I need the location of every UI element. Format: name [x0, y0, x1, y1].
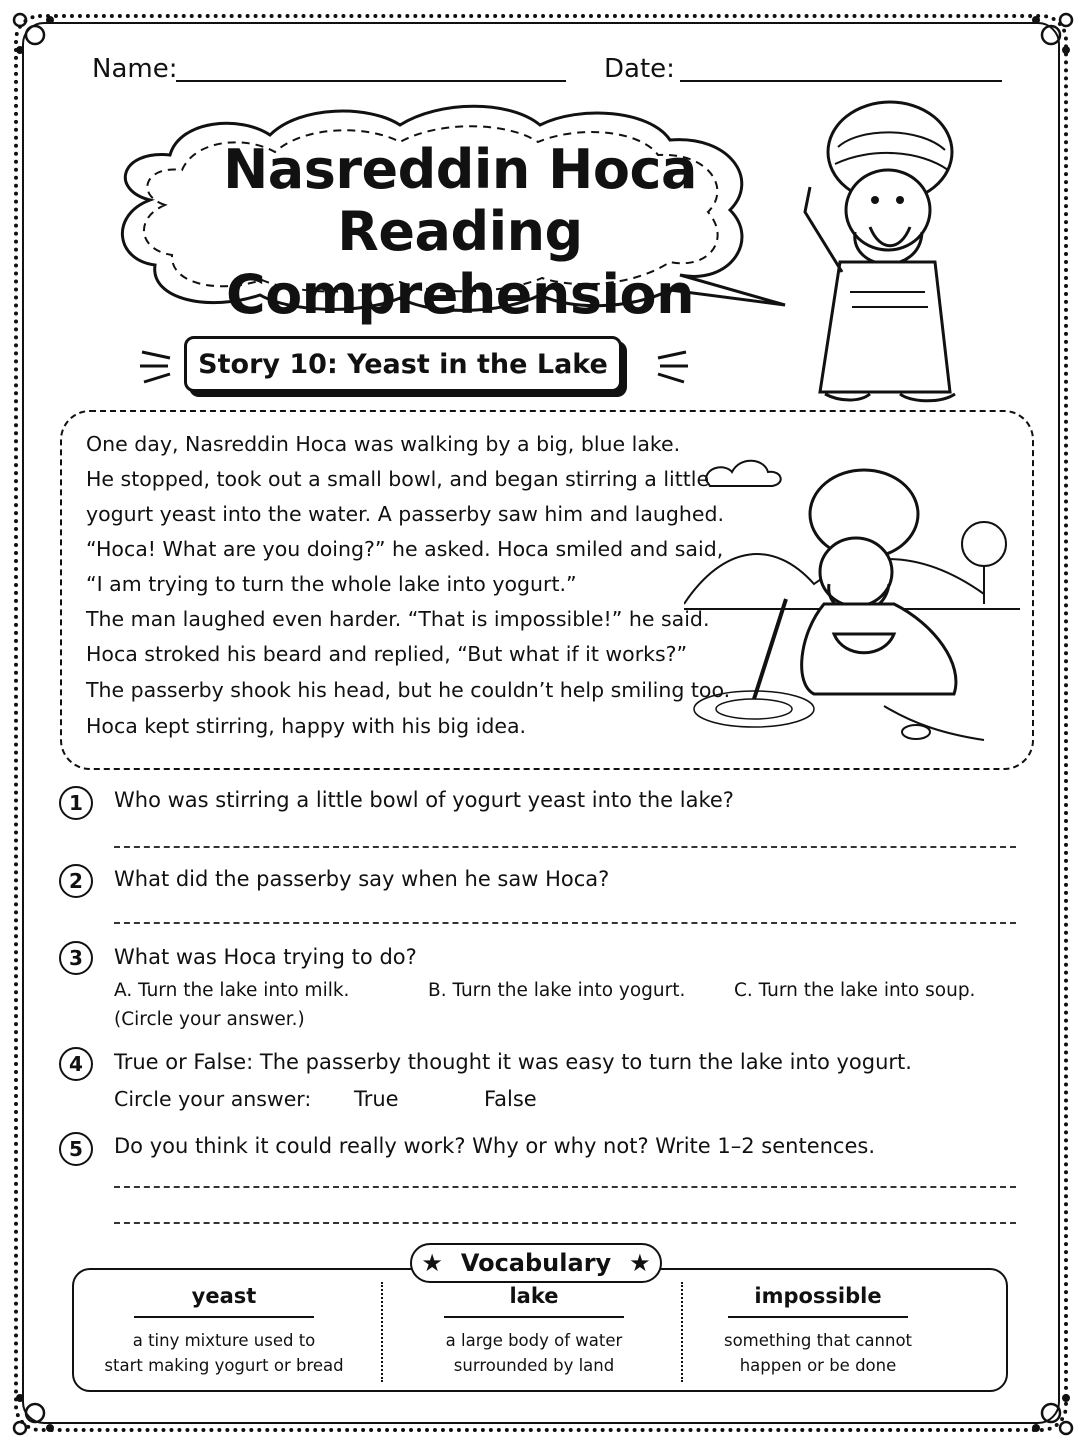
- vocab-divider: [381, 1282, 383, 1382]
- true-option[interactable]: True: [354, 1087, 399, 1111]
- story-line: yogurt yeast into the water. A passerby saw him and laughed.: [86, 502, 725, 526]
- choice-option-c[interactable]: C. Turn the lake into soup.: [734, 980, 976, 1001]
- circle-answer-note: (Circle your answer.): [114, 1009, 305, 1030]
- story-line: The passerby shook his head, but he couldn’t help smiling too.: [86, 678, 731, 702]
- question-text: True or False: The passerby thought it was easy to turn the lake into yogurt.: [114, 1050, 912, 1074]
- question-number-badge: 5: [59, 1132, 93, 1166]
- vocab-entry: [74, 1280, 374, 1378]
- name-label: Name:: [92, 54, 178, 84]
- vocab-word: yeast: [191, 1284, 257, 1308]
- vocab-definition: start making yogurt or bread: [104, 1356, 344, 1375]
- answer-line[interactable]: [114, 922, 1016, 924]
- circle-answer-prompt: Circle your answer:: [114, 1087, 312, 1111]
- question-number-badge: 4: [59, 1047, 93, 1081]
- question-number-badge: 2: [59, 864, 93, 898]
- page-title-line1: Nasreddin Hoca: [223, 138, 697, 201]
- corner-flourish-icon: [1024, 8, 1078, 62]
- vocab-definition: surrounded by land: [453, 1356, 615, 1375]
- vocab-definition: a large body of water: [445, 1331, 623, 1350]
- question-text: Do you think it could really work? Why or why not? Write 1–2 sentences.: [114, 1134, 876, 1158]
- lake-scene-illustration: [684, 444, 1020, 756]
- hoca-character-illustration: [780, 92, 990, 412]
- false-option[interactable]: False: [484, 1087, 537, 1111]
- vocabulary-title: Vocabulary: [460, 1249, 612, 1277]
- page-title-line2: Reading Comprehension: [225, 200, 695, 326]
- story-line: Hoca kept stirring, happy with his big idea.: [86, 714, 527, 738]
- vocab-entry: [384, 1280, 684, 1378]
- sparkle-lines-right-icon: [632, 330, 692, 400]
- question-number-badge: 1: [59, 786, 93, 820]
- answer-line[interactable]: [114, 846, 1016, 848]
- choice-option-a[interactable]: A. Turn the lake into milk.: [114, 980, 350, 1001]
- vocab-word: impossible: [754, 1284, 882, 1308]
- vocab-definition: a tiny mixture used to: [132, 1331, 316, 1350]
- corner-flourish-icon: [1024, 1386, 1078, 1440]
- answer-line[interactable]: [114, 1222, 1016, 1224]
- vocab-definition: happen or be done: [739, 1356, 897, 1375]
- name-field[interactable]: [176, 80, 566, 82]
- question-number-badge: 3: [59, 941, 93, 975]
- vocab-rule: [134, 1316, 314, 1318]
- vocab-definition: something that cannot: [723, 1331, 913, 1350]
- star-icon: ★: [421, 1249, 443, 1277]
- question-text: What was Hoca trying to do?: [114, 945, 417, 969]
- corner-flourish-icon: [8, 8, 62, 62]
- vocab-rule: [728, 1316, 908, 1318]
- question-text: What did the passerby say when he saw Hoca?: [114, 867, 610, 891]
- corner-flourish-icon: [8, 1386, 62, 1440]
- story-line: He stopped, took out a small bowl, and began stirring a little: [86, 467, 710, 491]
- date-field[interactable]: [680, 80, 1002, 82]
- date-label: Date:: [604, 54, 675, 84]
- question-text: Who was stirring a little bowl of yogurt yeast into the lake?: [114, 788, 734, 812]
- story-title-badge: Story 10: Yeast in the Lake: [184, 336, 622, 392]
- vocab-rule: [444, 1316, 624, 1318]
- vocab-word: lake: [509, 1284, 559, 1308]
- choice-option-b[interactable]: B. Turn the lake into yogurt.: [428, 980, 686, 1001]
- vocabulary-title-badge: [410, 1243, 662, 1283]
- story-line: “Hoca! What are you doing?” he asked. Hoca smiled and said,: [86, 537, 724, 561]
- story-line: “I am trying to turn the whole lake into yogurt.”: [86, 572, 577, 596]
- story-line: Hoca stroked his beard and replied, “But what if it works?”: [86, 642, 688, 666]
- answer-line[interactable]: [114, 1186, 1016, 1188]
- story-line: The man laughed even harder. “That is impossible!” he said.: [86, 607, 710, 631]
- star-icon: ★: [629, 1249, 651, 1277]
- story-line: One day, Nasreddin Hoca was walking by a big, blue lake.: [86, 432, 681, 456]
- vocab-entry: [668, 1280, 968, 1378]
